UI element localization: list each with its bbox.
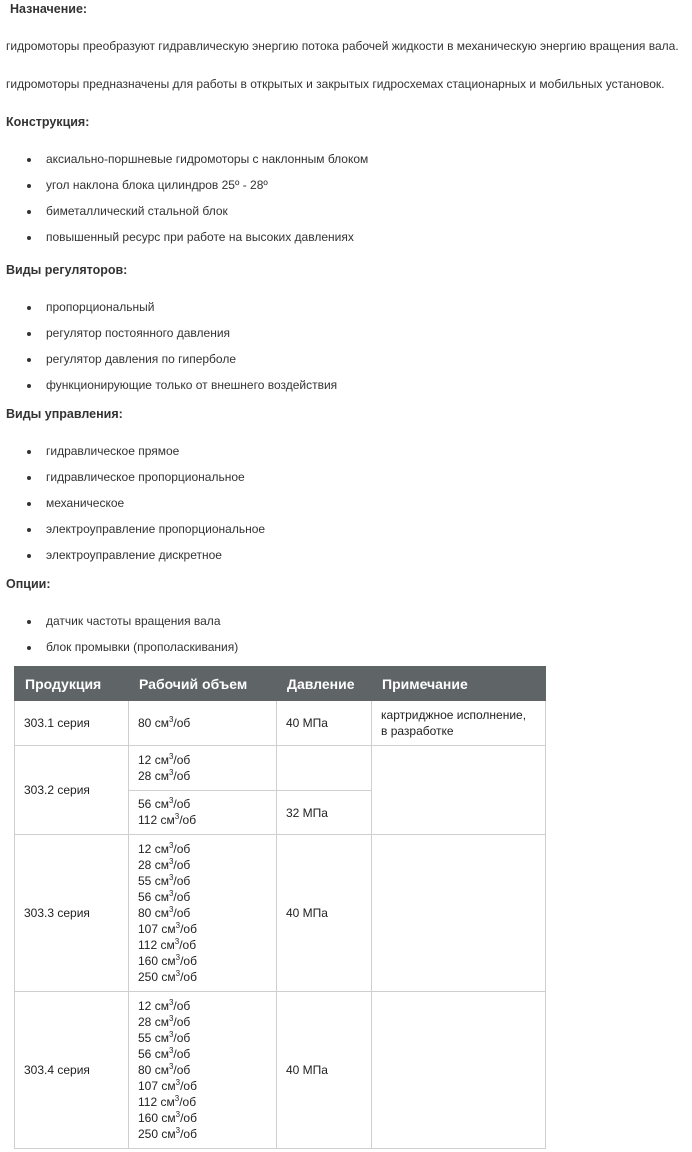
purpose-paragraph-1: гидромоторы преобразуют гидравлическую энергию потока рабочей жидкости в механическую энергию вращения вала. xyxy=(6,39,679,53)
volume-value: 55 $см^3/об$ xyxy=(138,872,191,888)
note-cell xyxy=(372,701,546,746)
volume-value: 107 $см^3/об$ xyxy=(138,920,197,936)
volume-cell xyxy=(129,701,277,746)
controls-heading: Виды управления: xyxy=(6,407,123,421)
volume-value: 80 $см^3/об$ xyxy=(138,1061,191,1077)
note-cell xyxy=(372,992,546,1149)
pressure-cell: 40 МПа xyxy=(277,992,372,1149)
volume-value: 28 $см^3/об$ xyxy=(138,856,191,872)
design-item-2: угол наклона блока цилиндров 25º - 28º xyxy=(46,178,268,192)
volume-cell xyxy=(129,746,277,791)
volume-value: 107 $см^3/об$ xyxy=(138,1077,197,1093)
pressure-cell: 32 МПа xyxy=(277,791,372,835)
table-row xyxy=(15,992,546,1149)
regulators-item-1: пропорциональный xyxy=(46,300,155,314)
volume-cell xyxy=(129,835,277,992)
note-cell xyxy=(372,835,546,992)
options-heading: Опции: xyxy=(6,577,51,591)
design-item-3: биметаллический стальной блок xyxy=(46,204,228,218)
controls-item-5: электроуправление дискретное xyxy=(46,548,222,562)
volume-value: 80 $см^3/об$ xyxy=(138,904,191,920)
note-cell xyxy=(372,746,546,835)
volume-value: 28 $см^3/об$ xyxy=(138,1013,191,1029)
product-cell: 303.2 серия xyxy=(15,746,129,835)
purpose-paragraph-2: гидромоторы предназначены для работы в открытых и закрытых гидросхемах стационарных и мобильных установок. xyxy=(6,77,665,91)
volume-value: 28 $см^3/об$ xyxy=(138,767,191,783)
product-cell: 303.4 серия xyxy=(15,992,129,1149)
pressure-cell xyxy=(277,746,372,791)
regulators-item-3: регулятор давления по гиперболе xyxy=(46,352,237,366)
volume-value: 160 $см^3/об$ xyxy=(138,1109,197,1125)
volume-value: 12 $см^3/об$ xyxy=(138,997,191,1013)
volume-cell xyxy=(129,992,277,1149)
volume-value: 56 $см^3/об$ xyxy=(138,1045,191,1061)
design-item-1: аксиально-поршневые гидромоторы с наклонным блоком xyxy=(46,152,369,166)
note-line: картриджное исполнение, xyxy=(381,708,527,722)
design-heading: Конструкция: xyxy=(6,115,90,129)
volume-value: 55 $см^3/об$ xyxy=(138,1029,191,1045)
header-product: Продукция xyxy=(15,667,129,701)
volume-value: 250 $см^3/об$ xyxy=(138,1125,197,1141)
regulators-item-4: функционирующие только от внешнего воздействия xyxy=(46,378,338,392)
volume-value: 112 $см^3/об$ xyxy=(138,1093,197,1109)
options-item-1: датчик частоты вращения вала xyxy=(46,614,221,628)
pressure-cell: 40 МПа xyxy=(277,701,372,746)
volume-value: 160 $см^3/об$ xyxy=(138,952,197,968)
product-table xyxy=(14,666,546,1149)
controls-item-3: механическое xyxy=(46,496,125,510)
header-note: Примечание xyxy=(372,667,546,701)
volume-value: 56 $см^3/об$ xyxy=(138,796,191,811)
options-item-2: блок промывки (прополаскивания) xyxy=(46,640,239,654)
purpose-heading: Назначение: xyxy=(10,2,88,16)
product-cell: 303.3 серия xyxy=(15,835,129,992)
table-row xyxy=(15,835,546,992)
volume-value: 12 $см^3/об$ xyxy=(138,751,191,767)
pressure-cell: 40 МПа xyxy=(277,835,372,992)
volume-value: 56 $см^3/об$ xyxy=(138,888,191,904)
table-row xyxy=(15,701,546,746)
header-volume: Рабочий объем xyxy=(129,667,277,701)
note-line: в разработке xyxy=(381,724,454,738)
volume-value: 80 $см^3/об$ xyxy=(138,715,191,730)
volume-value: 250 $см^3/об$ xyxy=(138,968,197,984)
regulators-item-2: регулятор постоянного давления xyxy=(46,326,231,340)
controls-item-1: гидравлическое прямое xyxy=(46,444,180,458)
table-header-row xyxy=(15,667,546,701)
volume-value: 12 $см^3/об$ xyxy=(138,840,191,856)
volume-value: 112 $см^3/об$ xyxy=(138,812,197,827)
controls-item-4: электроуправление пропорциональное xyxy=(46,522,266,536)
volume-value: 112 $см^3/об$ xyxy=(138,936,197,952)
controls-item-2: гидравлическое пропорциональное xyxy=(46,470,245,484)
regulators-heading: Виды регуляторов: xyxy=(6,263,128,277)
product-cell: 303.1 серия xyxy=(15,701,129,746)
design-item-4: повышенный ресурс при работе на высоких давлениях xyxy=(46,230,354,244)
volume-cell xyxy=(129,791,277,835)
header-pressure: Давление xyxy=(277,667,372,701)
table-row xyxy=(15,746,546,791)
